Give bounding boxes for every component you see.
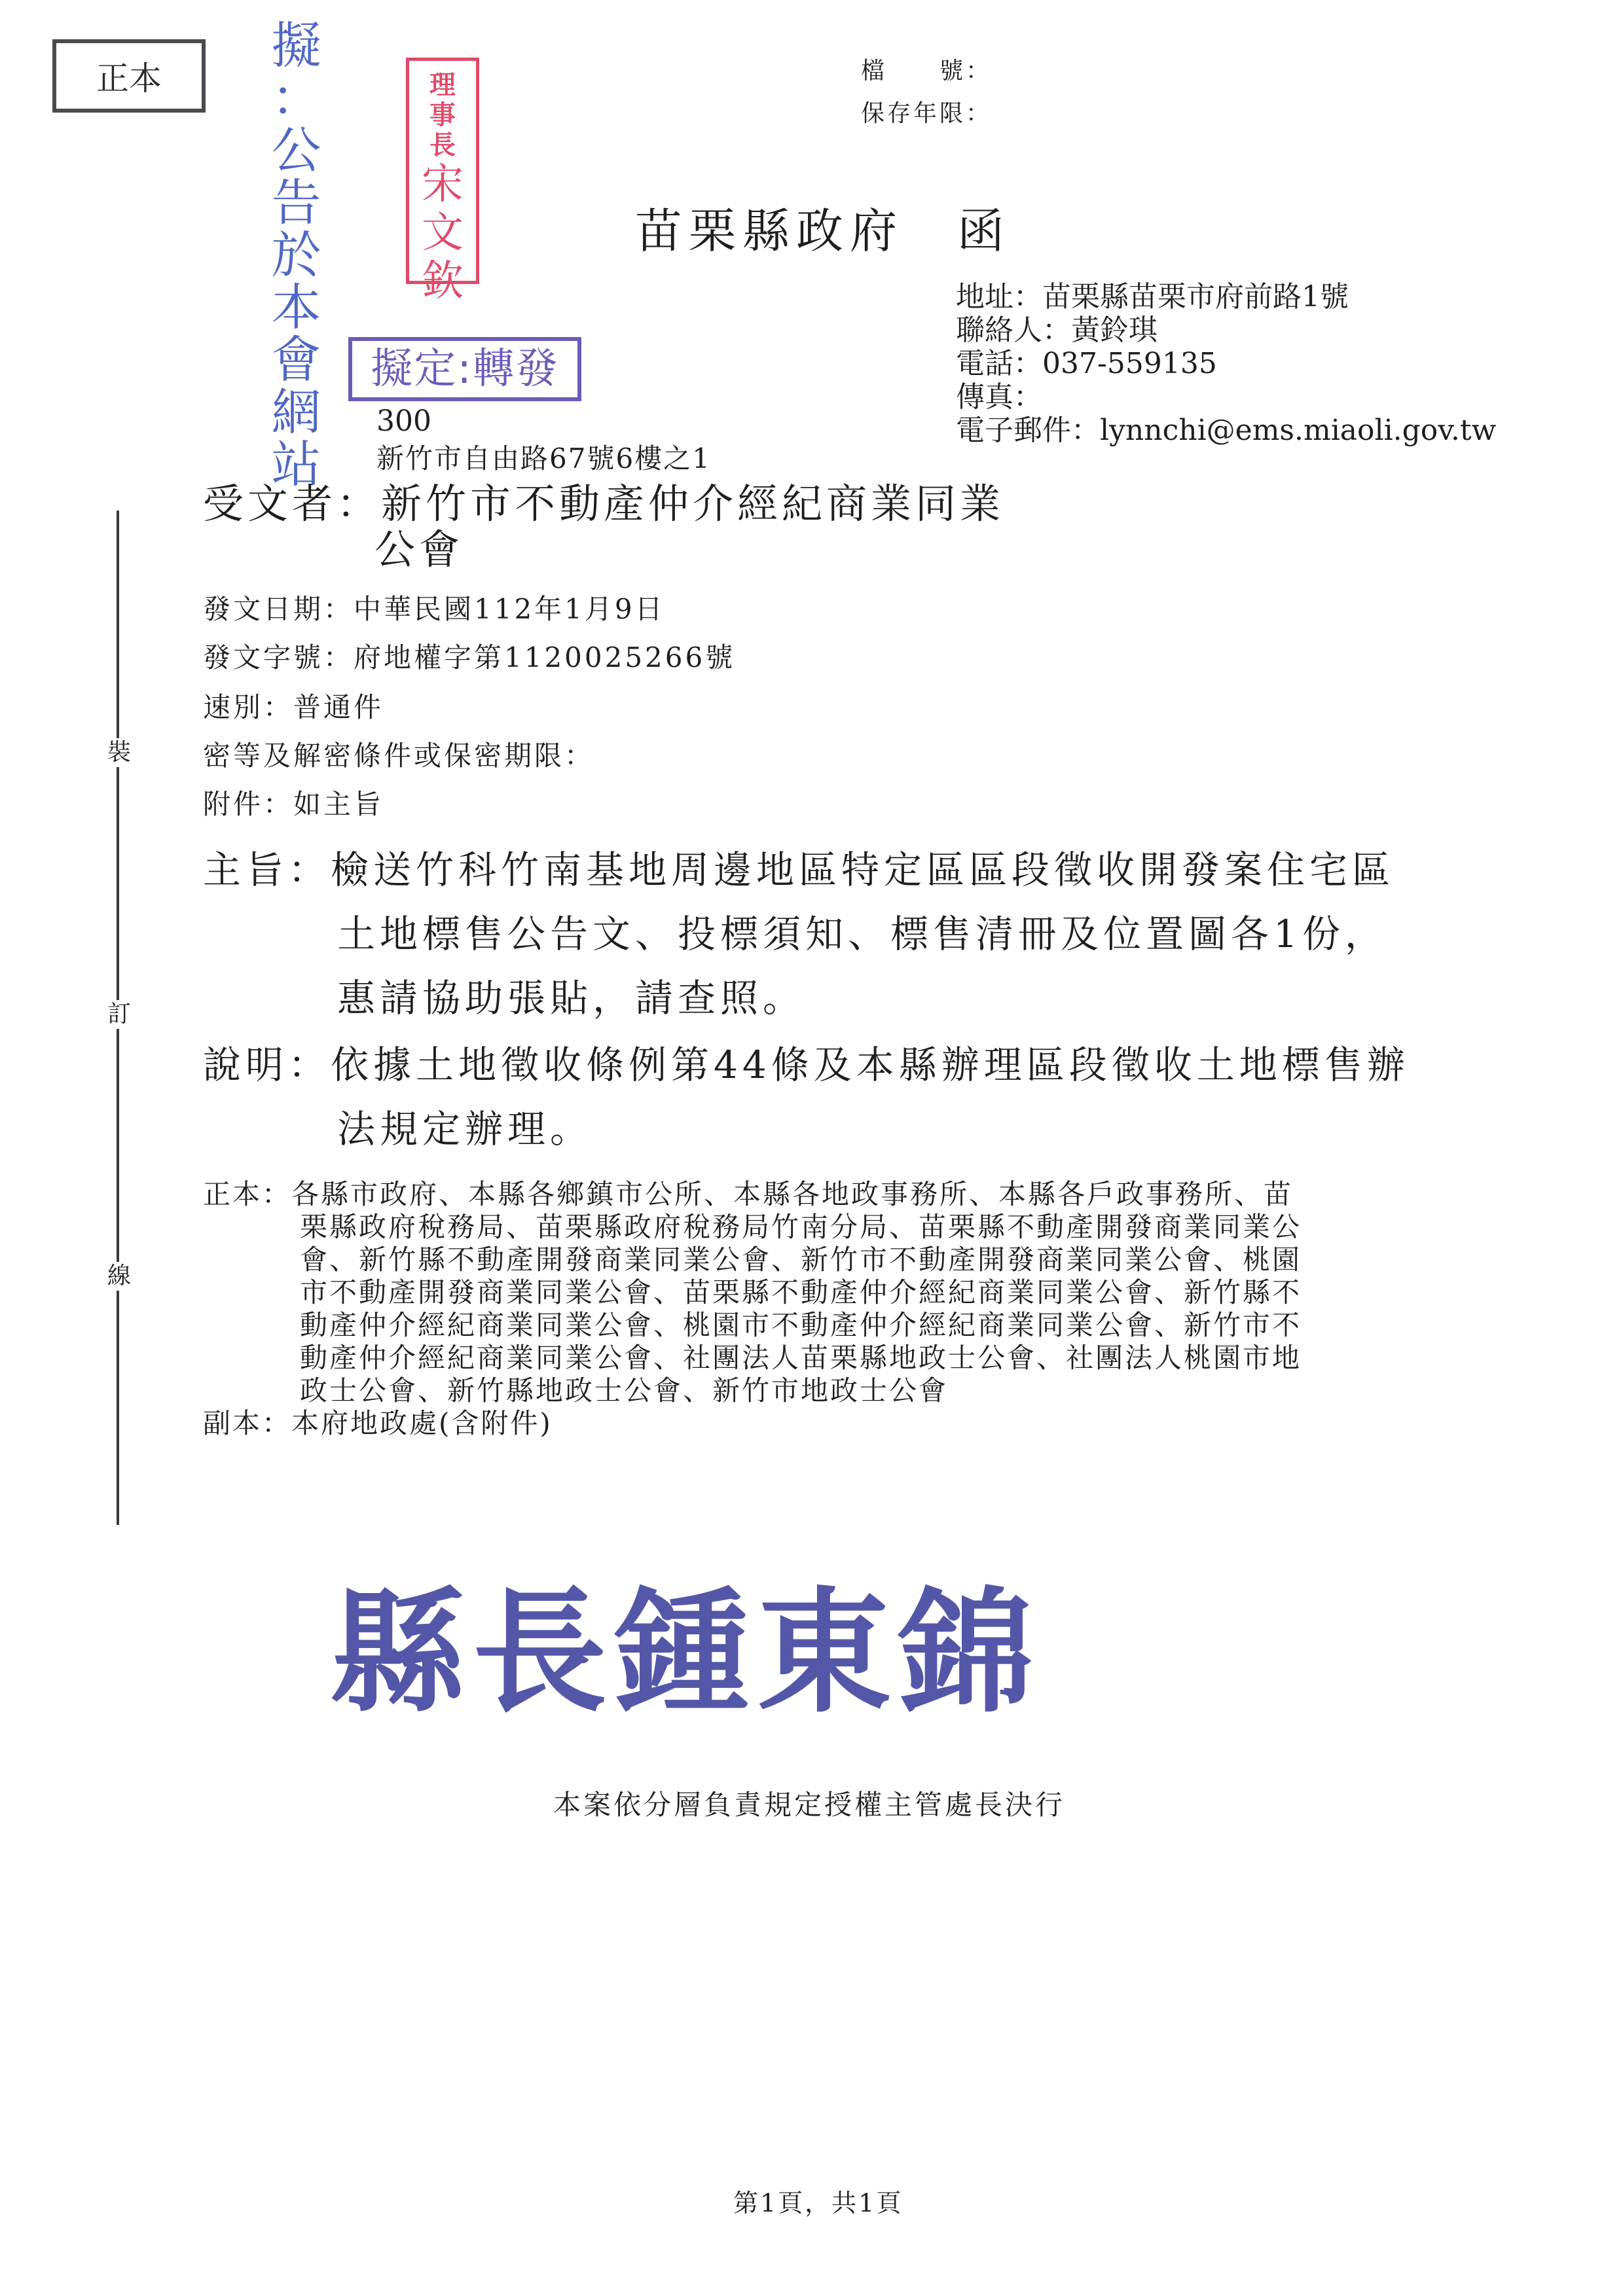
annotation-char: 公 [271,121,321,179]
sender-address: 地址：苗栗縣苗栗市府前路1號 [956,280,1349,314]
subject-line: 土地標售公告文、投標須知、標售清冊及位置圖各1份， [337,912,1387,956]
file-number-label: 檔 號： [861,58,993,84]
contact-phone: 電話：037-559135 [956,347,1217,380]
annotation-char: 網 [271,383,321,441]
subject-paragraph [203,838,1395,1030]
original-recipients-line: 會、新竹縣不動產開發商業同業公會、新竹市不動產開發商業同業公會、桃園 [300,1244,1302,1276]
binding-char-zhuang: 裝 [105,738,134,767]
explanation-line: 說明：依據土地徵收條例第44條及本縣辦理區段徵收土地標售辦 [203,1043,1410,1087]
sender-contact-block [956,280,1496,447]
annotation-char: 擬 [271,16,321,75]
contact-email: 電子郵件：lynnchi@ems.miaoli.gov.tw [956,414,1497,447]
original-recipients-line: 栗縣政府稅務局、苗栗縣政府稅務局竹南分局、苗栗縣不動產開發商業同業公 [300,1211,1302,1243]
annotation-char: 告 [271,173,321,232]
recipient-zip-code: 300 [376,404,431,438]
recipient-continuation: 公會 [374,526,464,573]
chairman-seal-stamp [406,58,479,306]
carbon-copy-line: 副本：本府地政處(含附件) [203,1407,553,1439]
annotation-char: 於 [271,226,321,284]
forward-decision-stamp: 擬定:轉發 [348,337,581,401]
attachment-info: 附件：如主旨 [203,788,384,820]
original-recipients-line: 政士公會、新竹縣地政士公會、新竹市地政士公會 [300,1374,949,1407]
classification-level: 密等及解密條件或保密期限： [203,740,595,772]
copy-type-label: 正本 [96,60,162,98]
original-recipients-line: 動產仲介經紀商業同業公會、桃園市不動產仲介經紀商業同業公會、新竹市不 [300,1309,1302,1341]
copy-type-box [52,39,206,113]
original-recipients-line: 市不動產開發商業同業公會、苗栗縣不動產仲介經紀商業同業公會、新竹縣不 [300,1276,1302,1308]
distribution-list [203,1178,1302,1440]
annotation-char: ： [271,69,321,127]
page-number: 第1頁，共1頁 [733,2189,903,2217]
seal-char: 欽 [422,257,464,306]
subject-line: 主旨：檢送竹科竹南基地周邊地區特定區區段徵收開發案住宅區 [203,848,1395,892]
original-recipients-line: 動產仲介經紀商業同業公會、社團法人苗栗縣地政士公會、社團法人桃園市地 [300,1342,1302,1374]
explanation-paragraph [203,1033,1410,1161]
retention-period-label: 保存年限： [861,100,993,127]
binding-char-xian: 線 [105,1262,134,1291]
document-number: 發文字號：府地權字第1120025266號 [203,641,736,673]
contact-fax: 傳真： [956,380,1042,414]
document-title: 苗栗縣政府 函 [635,204,1012,259]
recipient-block [203,481,1004,573]
recipient-mailing-address: 新竹市自由路67號6樓之1 [376,442,711,475]
seal-char: 長 [429,130,456,160]
annotation-char: 會 [271,331,321,389]
annotation-char: 本 [271,278,321,336]
handwritten-annotation-stamp [265,16,327,493]
contact-person: 聯絡人：黃鈴琪 [956,314,1158,347]
delegation-note: 本案依分層負責規定授權主管處長決行 [553,1789,1066,1821]
binding-char-ding: 訂 [105,1000,134,1029]
seal-char: 宋 [422,160,464,209]
subject-line: 惠請協助張貼，請查照。 [337,976,806,1020]
annotation-char: 站 [271,435,321,493]
seal-char: 事 [429,99,456,130]
seal-char: 理 [429,69,456,100]
magistrate-signature-stamp: 縣長鍾東錦 [331,1575,1041,1731]
explanation-line: 法規定辦理。 [337,1107,593,1151]
delivery-speed: 速別：普通件 [203,691,384,723]
seal-char: 文 [422,209,464,257]
recipient-line: 受文者：新竹市不動產仲介經紀商業同業 [203,480,1005,528]
original-recipients-line: 正本：各縣市政府、本縣各鄉鎮市公所、本縣各地政事務所、本縣各戶政事務所、苗 [203,1178,1294,1210]
issue-date: 發文日期：中華民國112年1月9日 [203,593,665,625]
